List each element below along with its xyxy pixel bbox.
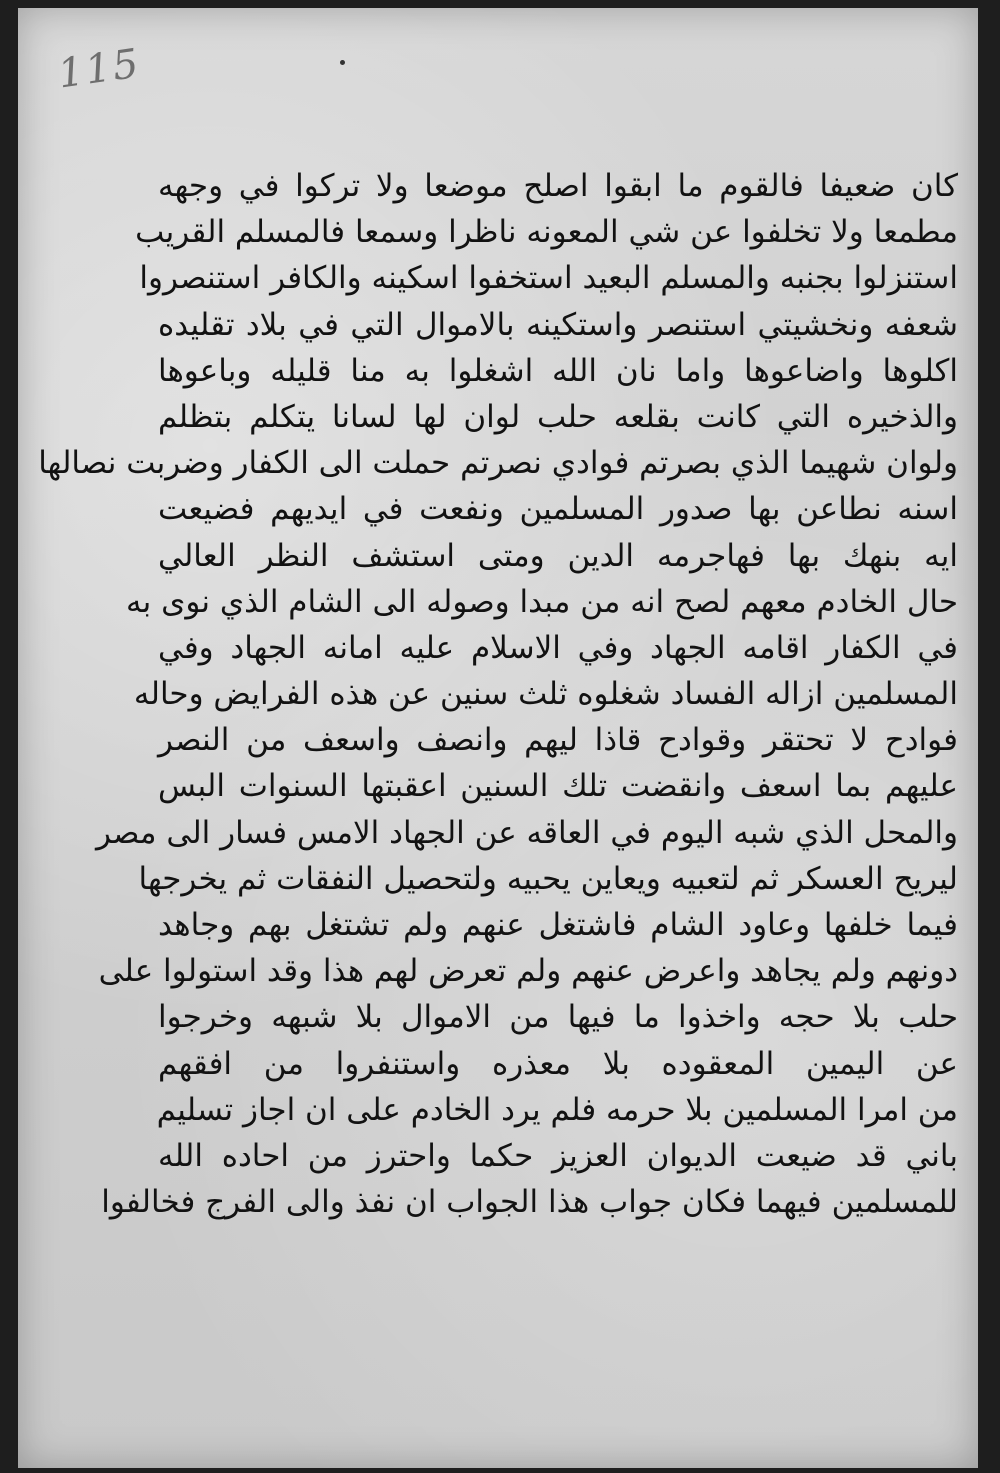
text-line: اكلوها واضاعوها واما نان الله اشغلوا به منا قليله وباعوها xyxy=(158,352,958,389)
folio-number: 115 xyxy=(55,40,144,98)
text-line: والمحل الذي شبه اليوم في العاقه عن الجهاد الامس فسار الى مصر xyxy=(95,814,958,851)
text-line: في الكفار اقامه الجهاد وفي الاسلام عليه امانه الجهاد وفي xyxy=(158,629,958,666)
text-line: عليهم بما اسعف وانقضت تلك السنين اعقبتها السنوات البس xyxy=(158,768,958,805)
text-line: كان ضعيفا فالقوم ما ابقوا اصلح موضعا ولا تركوا في وجهه xyxy=(158,168,958,204)
manuscript-page xyxy=(18,8,978,1468)
text-line: دونهم ولم يجاهد واعرض عنهم ولم تعرض لهم هذا وقد استولوا على xyxy=(98,953,958,990)
text-line: المسلمين ازاله الفساد شغلوه ثلث سنين عن هذه الفرايض وحاله xyxy=(133,676,958,713)
text-line: عن اليمين المعقوده بلا معذره واستنفروا من افقهم xyxy=(158,1045,958,1082)
text-line: مطمعا ولا تخلفوا عن شي المعونه ناظرا وسمعا فالمسلم القريب xyxy=(135,214,958,251)
text-line: استنزلوا بجنبه والمسلم البعيد استخفوا اسكينه والكافر استنصروا xyxy=(139,260,958,297)
text-line: فوادح لا تحتقر وقوادح قاذا ليهم وانصف واسعف من النصر xyxy=(158,722,958,759)
ink-dot xyxy=(340,60,345,65)
text-line: ايه بنهك بها فهاجرمه الدين ومتى استشف النظر العالي xyxy=(158,537,958,574)
text-line: حلب بلا حجه واخذوا ما فيها من الاموال بلا شبهه وخرجوا xyxy=(158,999,958,1036)
text-line: ولوان شهيما الذي بصرتم فوادي نصرتم حملت الى الكفار وضربت نصالها xyxy=(38,445,958,482)
text-line: فيما خلفها وعاود الشام فاشتغل عنهم ولم تشتغل بهم وجاهد xyxy=(158,907,958,943)
manuscript-text-block xyxy=(38,163,958,1225)
text-line: والذخيره التي كانت بقلعه حلب لوان لها لسانا يتكلم بتظلم xyxy=(158,398,958,435)
text-line: باني قد ضيعت الديوان العزيز حكما واحترز من احاده الله xyxy=(158,1137,958,1174)
text-line: للمسلمين فيهما فكان جواب هذا الجواب ان نفذ والى الفرج فخالفوا xyxy=(101,1184,958,1221)
text-line: ليريح العسكر ثم لتعبيه ويعاين يحبيه ولتحصيل النفقات ثم يخرجها xyxy=(138,860,958,897)
text-line: اسنه نطاعن بها صدور المسلمين ونفعت في ايديهم فضيعت xyxy=(158,491,958,528)
text-line: حال الخادم معهم لصح انه من مبدا وصوله الى الشام الذي نوى به xyxy=(126,583,958,620)
text-line: من امرا المسلمين بلا حرمه فلم يرد الخادم على ان اجاز تسليم xyxy=(156,1091,958,1128)
text-line: شعفه ونخشيتي استنصر واستكينه بالاموال التي في بلاد تقليده xyxy=(158,306,958,343)
